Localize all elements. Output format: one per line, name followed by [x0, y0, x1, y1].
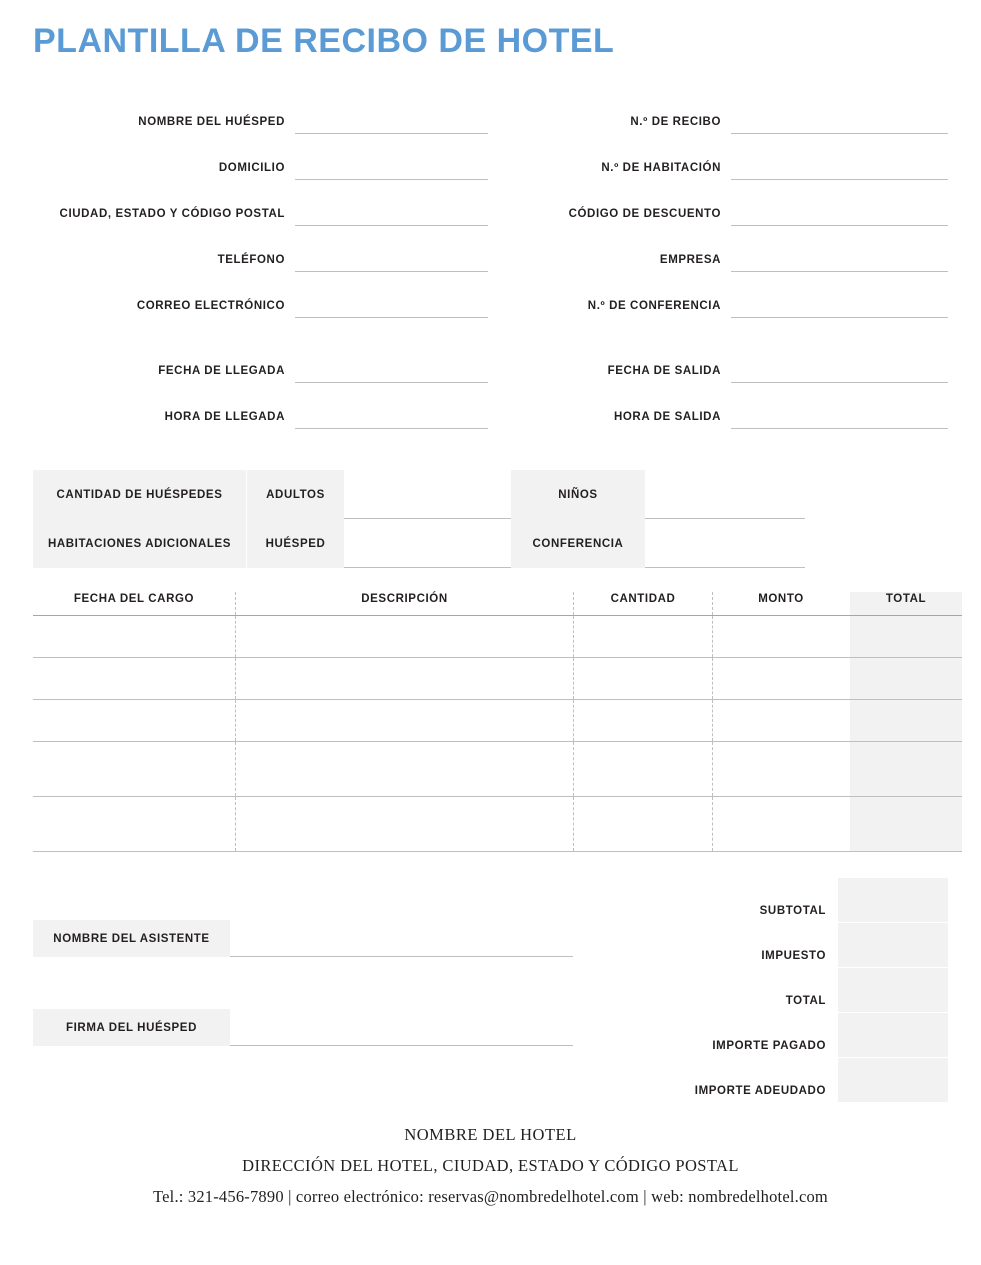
guest-name-input[interactable]: [295, 91, 488, 134]
field-label: HORA DE LLEGADA: [164, 411, 285, 423]
field-label: TELÉFONO: [217, 254, 285, 266]
cell-total: [850, 658, 963, 700]
table-row: [33, 742, 962, 797]
field-fecha-de-llegada: [33, 337, 488, 383]
field-empresa: [488, 226, 948, 272]
form-spacer: [33, 318, 488, 337]
footer-hotel-name: NOMBRE DEL HOTEL: [404, 1125, 577, 1144]
email-input[interactable]: [295, 275, 488, 318]
count-row-huespedes: [33, 470, 815, 519]
cell-fecha[interactable]: [33, 616, 236, 658]
city-state-zip-input[interactable]: [295, 183, 488, 226]
cell-descripcion[interactable]: [236, 742, 574, 797]
field-label: CORREO ELECTRÓNICO: [136, 300, 285, 312]
cell-fecha[interactable]: [33, 797, 236, 852]
field-label: CÓDIGO DE DESCUENTO: [568, 208, 721, 220]
signature-row: [33, 920, 573, 957]
guest-count-section: [33, 470, 815, 568]
column-header-cantidad: CANTIDAD: [574, 592, 713, 616]
field-label: CIUDAD, ESTADO Y CÓDIGO POSTAL: [59, 208, 285, 220]
total-row-subtotal: [33, 878, 948, 923]
address-input[interactable]: [295, 137, 488, 180]
conference-rooms-input[interactable]: [645, 519, 805, 568]
table-row: [33, 797, 962, 852]
count-label-huesped: HUÉSPED: [247, 519, 344, 568]
field-label: DOMICILIO: [218, 162, 285, 174]
form-spacer: [488, 318, 948, 337]
field-correo-electronico: [33, 272, 488, 318]
page-title: PLANTILLA DE RECIBO DE HOTEL: [33, 22, 615, 60]
cell-fecha[interactable]: [33, 658, 236, 700]
cell-monto[interactable]: [713, 616, 850, 658]
table-row: [33, 616, 962, 658]
count-label-ninos: NIÑOS: [511, 470, 645, 519]
field-label: HORA DE SALIDA: [613, 411, 721, 423]
field-label: NOMBRE DEL HUÉSPED: [138, 116, 285, 128]
departure-time-input[interactable]: [731, 386, 948, 429]
departure-date-input[interactable]: [731, 340, 948, 383]
total-row-importe-adeudado: [33, 1058, 948, 1103]
discount-code-input[interactable]: [731, 183, 948, 226]
subtotal-value: [838, 878, 948, 923]
count-label-adultos: ADULTOS: [247, 470, 344, 519]
conference-number-input[interactable]: [731, 275, 948, 318]
field-telefono: [33, 226, 488, 272]
signature-label-firma-del-huesped: FIRMA DEL HUÉSPED: [33, 1009, 230, 1046]
form-column-right: [488, 88, 948, 429]
field-codigo-de-descuento: [488, 180, 948, 226]
field-fecha-de-salida: [488, 337, 948, 383]
signature-label-nombre-del-asistente: NOMBRE DEL ASISTENTE: [33, 920, 230, 957]
total-label: TOTAL: [785, 995, 826, 1007]
cell-cantidad[interactable]: [574, 797, 713, 852]
cell-descripcion[interactable]: [236, 658, 574, 700]
charges-table: [33, 592, 948, 852]
total-value: [838, 968, 948, 1013]
total-label: SUBTOTAL: [759, 905, 826, 917]
cell-descripcion[interactable]: [236, 797, 574, 852]
signature-row: [33, 1009, 573, 1046]
cell-total: [850, 700, 963, 742]
cell-fecha[interactable]: [33, 700, 236, 742]
field-hora-de-salida: [488, 383, 948, 429]
field-label: N.º DE CONFERENCIA: [587, 300, 721, 312]
count-label-conferencia: CONFERENCIA: [511, 519, 645, 568]
amount-due-value: [838, 1058, 948, 1103]
table-row: [33, 658, 962, 700]
phone-input[interactable]: [295, 229, 488, 272]
table-row: [33, 700, 962, 742]
cell-monto[interactable]: [713, 797, 850, 852]
field-label: EMPRESA: [659, 254, 721, 266]
cell-descripcion[interactable]: [236, 616, 574, 658]
cell-cantidad[interactable]: [574, 742, 713, 797]
cell-fecha[interactable]: [33, 742, 236, 797]
total-label: IMPORTE ADEUDADO: [694, 1085, 826, 1097]
cell-total: [850, 742, 963, 797]
footer-hotel-contact: Tel.: 321-456-7890 | correo electrónico: reservas@nombredelhotel.com | web: nombredelhotel.com: [153, 1187, 828, 1206]
arrival-time-input[interactable]: [295, 386, 488, 429]
guest-signature-input[interactable]: [230, 1009, 573, 1046]
count-label-cantidad-de-huespedes: CANTIDAD DE HUÉSPEDES: [33, 470, 246, 519]
cell-total: [850, 616, 963, 658]
field-numero-de-conferencia: [488, 272, 948, 318]
total-label: IMPUESTO: [761, 950, 826, 962]
field-label: N.º DE HABITACIÓN: [601, 162, 721, 174]
totals-section: [33, 878, 948, 1103]
tax-value: [838, 923, 948, 968]
cell-cantidad[interactable]: [574, 700, 713, 742]
form-column-left: [33, 88, 488, 429]
cell-monto[interactable]: [713, 658, 850, 700]
amount-paid-value: [838, 1013, 948, 1058]
field-numero-de-recibo: [488, 88, 948, 134]
receipt-number-input[interactable]: [731, 91, 948, 134]
count-label-habitaciones-adicionales: HABITACIONES ADICIONALES: [33, 519, 246, 568]
footer-hotel-address: DIRECCIÓN DEL HOTEL, CIUDAD, ESTADO Y CÓDIGO POSTAL: [242, 1156, 739, 1175]
company-input[interactable]: [731, 229, 948, 272]
adults-count-input[interactable]: [344, 470, 511, 519]
column-header-fecha-del-cargo: FECHA DEL CARGO: [33, 592, 236, 616]
field-label: FECHA DE SALIDA: [607, 365, 721, 377]
attendant-name-input[interactable]: [230, 920, 573, 957]
document-footer: [0, 1125, 981, 1207]
cell-monto[interactable]: [713, 700, 850, 742]
cell-descripcion[interactable]: [236, 700, 574, 742]
attendant-signature-block: [33, 920, 573, 957]
children-count-input[interactable]: [645, 470, 805, 519]
field-nombre-del-huesped: [33, 88, 488, 134]
cell-cantidad[interactable]: [574, 658, 713, 700]
field-domicilio: [33, 134, 488, 180]
cell-cantidad[interactable]: [574, 616, 713, 658]
field-label: FECHA DE LLEGADA: [158, 365, 285, 377]
field-ciudad-estado-codigo-postal: [33, 180, 488, 226]
guest-rooms-input[interactable]: [344, 519, 511, 568]
column-header-descripcion: DESCRIPCIÓN: [236, 592, 574, 616]
field-numero-de-habitacion: [488, 134, 948, 180]
total-label: IMPORTE PAGADO: [712, 1040, 826, 1052]
charges-header-row: [33, 592, 962, 616]
count-row-habitaciones: [33, 519, 815, 568]
field-label: N.º DE RECIBO: [630, 116, 721, 128]
column-header-monto: MONTO: [713, 592, 850, 616]
total-row-total: [33, 968, 948, 1013]
arrival-date-input[interactable]: [295, 340, 488, 383]
column-header-total: TOTAL: [850, 592, 963, 616]
field-hora-de-llegada: [33, 383, 488, 429]
cell-monto[interactable]: [713, 742, 850, 797]
cell-total: [850, 797, 963, 852]
room-number-input[interactable]: [731, 137, 948, 180]
guest-signature-block: [33, 1009, 573, 1046]
